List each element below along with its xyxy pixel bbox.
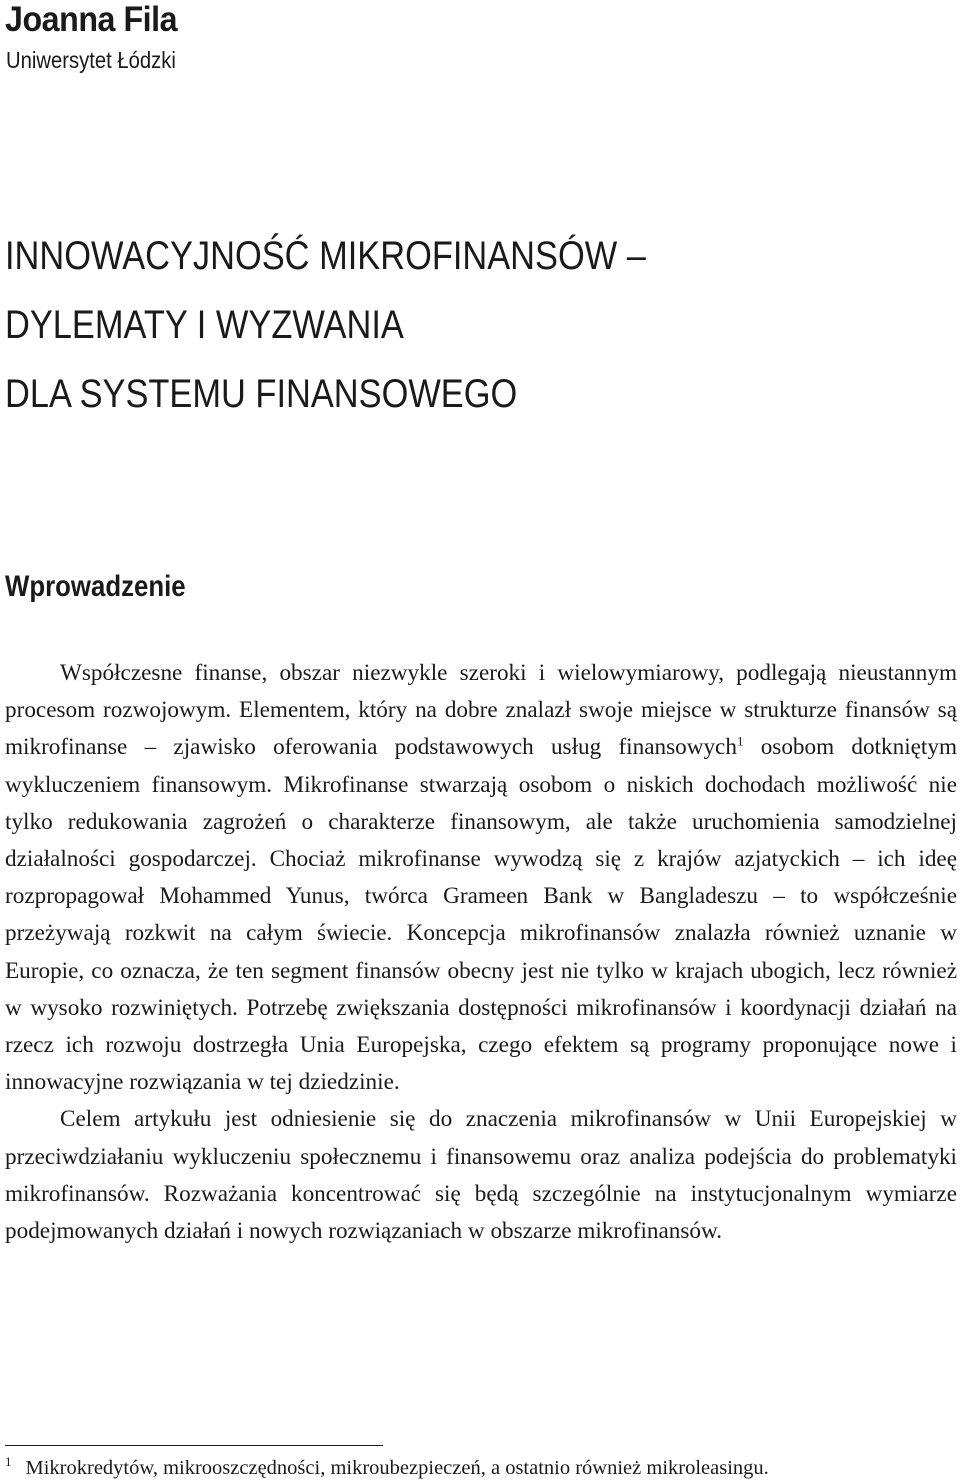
title-line-1: INNOWACYJNOŚĆ MIKROFINANSÓW – — [5, 234, 646, 278]
footnote — [5, 1455, 955, 1481]
section-heading: Wprowadzenie — [5, 570, 186, 603]
footnote-reference[interactable]: 1 — [736, 733, 744, 749]
paragraph-1-text-b: osobom dotkniętym wykluczeniem finansowym. Mikrofinanse stwarzają osobom o niskich dochodach możliwość nie tylko redukowania zagrożeń o charakterze finansowym, ale także uruchomienia samodzielnej działalności gospodarczej. Chociaż mikrofinanse wywodzą się z krajów azjatyckich – ich ideę rozpropagował Mohammed Yunus, twórca Grameen Bank w Bangladeszu – to współcześnie przeżywają rozkwit na całym świecie. Koncepcja mikrofinansów znalazła również uznanie w Europie, co oznacza, że ten segment finansów obecny jest nie tylko w krajach ubogich, lecz również w wysoko rozwiniętych. Potrzebę zwiększania dostępności mikrofinansów i koordynacji działań na rzecz ich rozwoju dostrzegła Unia Europejska, czego efektem są programy proponujące nowe i innowacyjne rozwiązania w tej dziedzinie. — [5, 734, 957, 1096]
title-line-3: DLA SYSTEMU FINANSOWEGO — [5, 372, 518, 416]
body-text — [5, 655, 957, 1250]
footnote-divider — [5, 1445, 383, 1446]
paragraph-1 — [5, 655, 957, 1101]
paragraph-1-text-a: Współczesne finanse, obszar niezwykle szeroki i wielowymiarowy, podlegają nieustannym procesom rozwojowym. Elementem, który na dobre znalazł swoje miejsce w strukturze finansów są mikrofinanse – zjawisko oferowania podstawowych usług finansowych — [5, 660, 957, 761]
article-title — [5, 222, 822, 429]
author-affiliation: Uniwersytet Łódzki — [6, 47, 176, 73]
author-name: Joanna Fila — [5, 0, 178, 39]
paragraph-2: Celem artykułu jest odniesienie się do znaczenia mikrofinansów w Unii Europejskiej w przeciwdziałaniu wykluczeniu społecznemu i finansowemu oraz analiza podejścia do problematyki mikrofinansów. Rozważania koncentrować się będą szczególnie na instytucjonalnym wymiarze podejmowanych działań i nowych rozwiązaniach w obszarze mikrofinansów. — [5, 1106, 957, 1245]
footnote-text: Mikrokredytów, mikrooszczędności, mikroubezpieczeń, a ostatnio również mikroleasingu. — [25, 1457, 769, 1479]
footnote-number: 1 — [5, 1454, 12, 1470]
title-line-2: DYLEMATY I WYZWANIA — [5, 303, 404, 347]
